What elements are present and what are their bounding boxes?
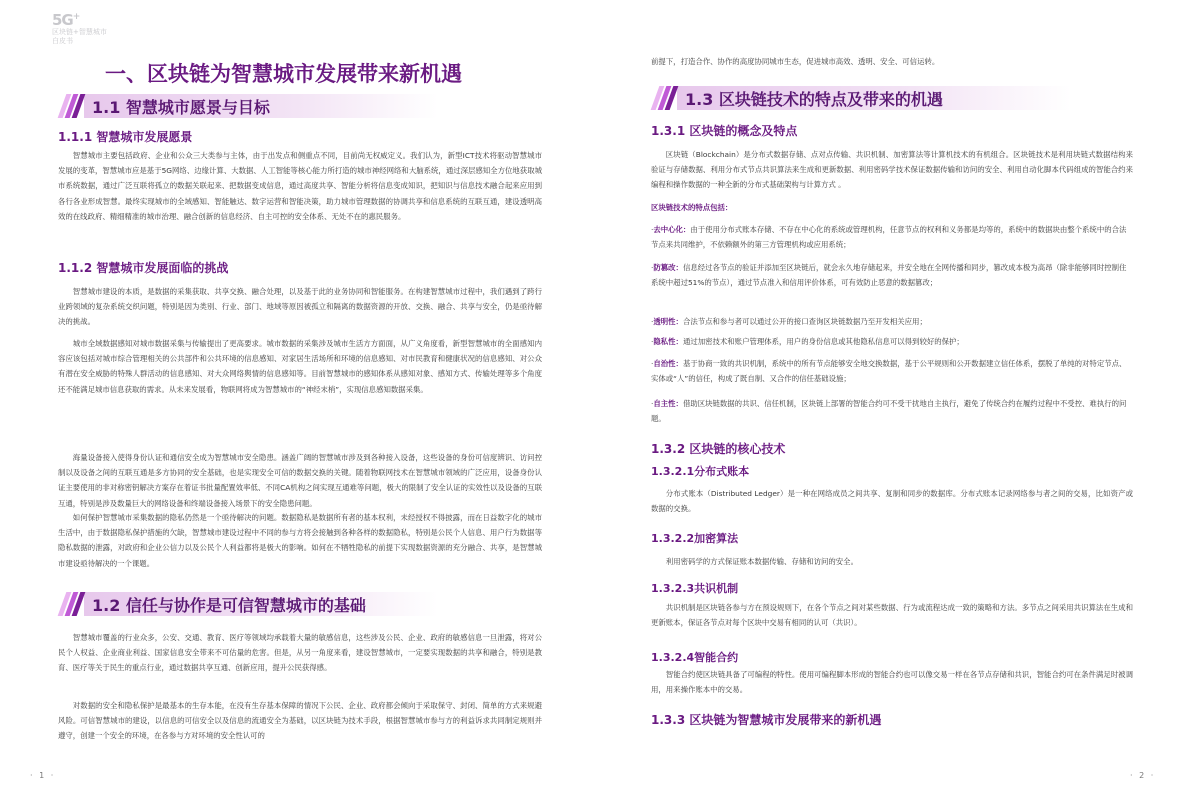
feature-item: ·自治性：基于协商一致的共识机制，系统中的所有节点能够安全地交换数据，基于公平规则和公开数据建立信任体系，摆脱了单纯的对特定节点、实体或“人”的信任，构成了既自制、又合作的信任基础设施； <box>651 359 1127 384</box>
paragraph: 智慧城市主要包括政府、企业和公众三大类参与主体，由于出发点和侧重点不同，目前尚无权威定义。我们认为，新型ICT技术将驱动智慧城市发展的变革，智慧城市应是基于5G网络、边缘计算、大数据、人工智能等核心能力所打造的城市神经网络和大脑系统，通过深层感知全方位地获取城市系统数据，通过广泛互联将孤立的数据关联起来、把数据变成信息，通过高度共享、智能分析将信息变成知识，把知识与信息技术融合起来应用到各行各业形成智慧。最终实现城市的全域感知、智能触达、数字运营和智能决策，助力城市管理数据的协调共享和信息系统的互联互通，建设透明高效的在线政府、精细精准的城市治理、融合创新的信息经济、自主可控的安全体系、无处不在的惠民服务。 <box>58 151 542 221</box>
paragraph: 分布式账本（Distributed Ledger）是一种在网络成员之间共享、复制和同步的数据库。分布式账本记录网络参与者之间的交易，比如资产或数据的交换。 <box>651 489 1133 514</box>
paragraph: 前提下，打造合作、协作的高度协同城市生态，促进城市高效、透明、安全、可信运转。 <box>651 57 940 66</box>
feature-item: ·去中心化：由于使用分布式账本存储、不存在中心化的系统或管理机构，任意节点的权利和义务都是均等的，系统中的数据块由整个系统中的合法节点来共同维护，不依赖额外的第三方管理机构或应用系统； <box>651 225 1127 250</box>
paragraph: 海量设备接入使得身份认证和通信安全成为智慧城市安全隐患。涵盖广阔的智慧城市涉及到各种接入设备，这些设备的身份可信度辨识、访问控制以及设备之间的互联互通是多方协同的安全基础，也是实现安全可信的数据交换的关键。随着物联网技术在智慧城市领域的广泛应用，设备身份认证主要使用的非对称密钥解决方案存在着证书批量配置效率低、不同CA机构之间实现互通难等问题，极大的限制了安全认证的实效性以及设备的互联互通，特别是涉及数量巨大的网络设备和终端设备接入场景下的安全隐患问题。 <box>58 453 542 508</box>
paragraph: 城市全域数据感知对城市数据采集与传输提出了更高要求。城市数据的采集涉及城市生活方方面面，从广义角度看，新型智慧城市的全面感知内容应该包括对城市综合管理相关的公共部件和公共环境的信息感知、对家居生活场所和环境的信息感知、对市民教育和健康状况的信息感知、对公众有潜在安全威胁的特殊人群活动的信息感知、对大众网络舆情的信息感知等。目前智慧城市的感知体系从感知对象、感知方式、传输处理等多个角度还不能满足城市信息获取的需求。从未来发展看，物联网将成为智慧城市的“神经末梢”，实现信息感知数据采集。 <box>58 339 542 394</box>
section-number: 1.3 <box>685 89 714 109</box>
feature-item: ·隐私性：通过加密技术和账户管理体系，用户的身份信息或其他隐私信息可以得到较好的保护； <box>651 337 964 346</box>
feature-item: ·自主性：借助区块链数据的共识、信任机制，区块链上部署的智能合约可不受干扰地自主执行，避免了传统合约在履约过程中不受控、难执行的问题。 <box>651 399 1127 424</box>
paragraph: 区块链（Blockchain）是分布式数据存储、点对点传输、共识机制、加密算法等计算机技术的有机组合。区块链技术是利用块链式数据结构来验证与存储数据、利用分布式节点共识算法来生成和更新数据、利用密码学技术保证数据传输和访问的安全、利用自动化脚本代码组成的智能合约来编程和操作数据的一种全新的分布式基础架构与计算方式 。 <box>651 150 1133 190</box>
paragraph: 对数据的安全和隐私保护是最基本的生存本能，在没有生存基本保障的情况下公民、企业、政府都会倾向于采取保守、封闭、简单的方式来规避风险。可信智慧城市的建设，以信息的可信安全以及信息的流通安全为基础，以区块链为技术手段，根据智慧城市参与方的利益诉求共同制定规则并遵守，创建一个安全的环境，在各参与方对环境的安全性认可的 <box>58 701 542 741</box>
subsection-title-1-1-1: 1.1.1 智慧城市发展愿景 <box>58 130 193 144</box>
section-number: 1.2 <box>92 595 121 615</box>
feature-item: ·防篡改：信息经过各节点的验证并添加至区块链后，就会永久地存储起来，并安全地在全网传播和同步，篡改成本极为高昂（除非能够同时控制住系统中超过51%的节点），通过节点准入和信用评价体系，可有效防止恶意的数据篡改； <box>651 263 1127 288</box>
header-logo <box>52 10 107 46</box>
subsection-title-1-3-2: 1.3.2 区块链的核心技术 <box>651 442 786 456</box>
section-banner-1-1 <box>58 94 438 118</box>
paragraph: 智慧城市建设的本质，是数据的采集获取、共享交换、融合处理，以及基于此的业务协同和智能服务。在构建智慧城市过程中，我们遇到了跨行业跨领域的复杂系统交织问题，特别是因为类别、行业、部门、地域等原因被孤立和隔离的数据资源的开放、交换、融合、共享与安全，仍是亟待解决的挑战。 <box>58 287 542 327</box>
page-number-right: · 2 · <box>1130 771 1156 780</box>
logo-line2: 白皮书 <box>52 37 73 45</box>
section-title: 区块链技术的特点及带来的机遇 <box>718 89 943 109</box>
section-number: 1.1 <box>92 97 121 117</box>
paragraph: 利用密码学的方式保证账本数据传输、存储和访问的安全。 <box>665 557 858 566</box>
feature-item: ·透明性：合法节点和参与者可以通过公开的接口查询区块链数据乃至开发相关应用； <box>651 317 927 326</box>
section-banner-1-2 <box>58 592 438 616</box>
paragraph: 共识机制是区块链各参与方在预设规则下，在各个节点之间对某些数据、行为或流程达成一致的策略和方法。多节点之间采用共识算法在生成和更新账本，保证各节点对每个区块中交易有相同的认可（共识）。 <box>651 603 1133 628</box>
features-title: 区块链技术的特点包括： <box>651 203 733 212</box>
paragraph: 智能合约使区块链具备了可编程的特性。使用可编程脚本形成的智能合约也可以像交易一样在各节点存储和共识，智能合约可在条件满足时被调用，用来操作账本中的交易。 <box>651 670 1133 695</box>
paragraph: 智慧城市覆盖的行业众多，公安、交通、教育、医疗等领域均承载着大量的敏感信息，这些涉及公民、企业、政府的敏感信息一旦泄露，将对公民个人权益、企业商业利益、国家信息安全带来不可估量的危害。但是，从另一角度来看，建设智慧城市，一定要实现数据的共享和融合，特别是教育、医疗等关于民生的重点行业，通过数据共享互通、创新应用，提升公民获得感。 <box>58 633 542 673</box>
banner-slash-icon <box>651 86 677 110</box>
heading-1-3-2-4: 1.3.2.4智能合约 <box>651 651 739 664</box>
paragraph: 如何保护智慧城市采集数据的隐私仍然是一个亟待解决的问题。数据隐私是数据所有者的基本权利，未经授权不得披露，而在日益数字化的城市生活中，由于数据隐私保护措施的欠缺，智慧城市建设过程中不同的参与方将会接触到各种各样的数据隐私，特别是公民个人信息、用户行为数据等隐私数据的泄露，对政府和企业公信力以及公民个人利益都将是极大的影响。如何在不牺牲隐私的前提下实现数据资源的充分融合、共享，是智慧城市建设亟待解决的一个课题。 <box>58 513 542 568</box>
banner-slash-icon <box>58 592 84 616</box>
heading-1-3-2-1: 1.3.2.1分布式账本 <box>651 465 750 478</box>
right-page <box>595 0 1190 807</box>
page-number-left: · 1 · <box>30 771 56 780</box>
logo-line1: 区块链+智慧城市 <box>52 28 107 36</box>
logo-5g: 5G <box>52 11 73 29</box>
heading-1-3-2-2: 1.3.2.2加密算法 <box>651 532 739 545</box>
section-title: 智慧城市愿景与目标 <box>125 97 270 117</box>
section-title: 信任与协作是可信智慧城市的基础 <box>125 595 366 615</box>
subsection-title-1-3-3: 1.3.3 区块链为智慧城市发展带来的新机遇 <box>651 713 882 727</box>
subsection-title-1-1-2: 1.1.2 智慧城市发展面临的挑战 <box>58 261 229 275</box>
banner-slash-icon <box>58 94 84 118</box>
heading-1-3-2-3: 1.3.2.3共识机制 <box>651 582 739 595</box>
subsection-title-1-3-1: 1.3.1 区块链的概念及特点 <box>651 124 798 138</box>
chapter-title: 一、区块链为智慧城市发展带来新机遇 <box>105 62 462 86</box>
logo-plus: + <box>72 12 80 22</box>
section-banner-1-3 <box>651 86 1071 110</box>
